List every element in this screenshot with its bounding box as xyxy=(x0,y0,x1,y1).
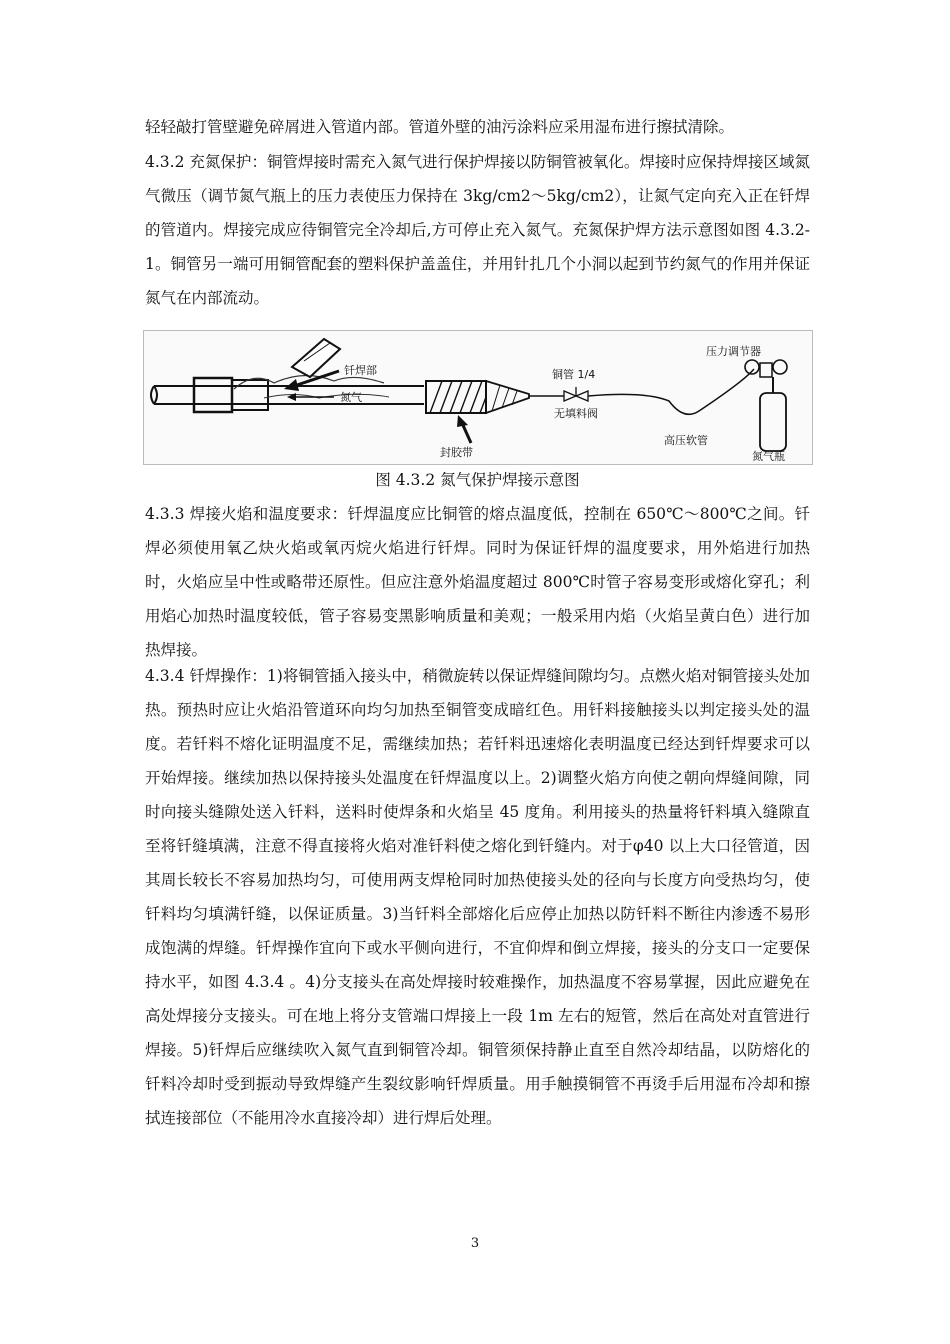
pipe-fitting xyxy=(194,378,232,412)
valve-icon xyxy=(564,391,576,401)
paragraph-4-3-4: 4.3.4 钎焊操作：1)将铜管插入接头中，稍微旋转以保证焊缝间隙均匀。点燃火焰对铜管接头处加热。预热时应让火焰沿管道环向均匀加热至铜管变成暗红色。用钎料接触接头以判定接头处的温度。若钎料不熔化证明温度不足，需继续加热；若钎料迅速熔化表明温度已经达到钎焊要求可以开始焊接。继续加热以保持接头处温度在钎焊温度以上。2)调整火焰方向使之朝向焊缝间隙，同时向接头缝隙处送入钎料，送料时使焊条和火焰呈 45 度角。利用接头的热量将钎料填入缝隙直至将钎缝填满，注意不得直接将火焰对准钎料使之熔化到钎缝内。对于φ40 以上大口径管道，因其周长较长不容易加热均匀，可使用两支焊枪同时加热使接头处的径向与长度方向受热均匀，使钎料均匀填满钎缝，以保证质量。3)当钎料全部熔化后应停止加热以防钎料不断往内渗透不易形成饱满的焊缝。钎焊操作宜向下或水平侧向进行，不宜仰焊和倒立焊接，接头的分支口一定要保持水平，如图 4.3.4 。4)分支接头在高处焊接时较难操作，加热温度不容易掌握，因此应避免在高处焊接分支接头。可在地上将分支管端口焊接上一段 1m 左右的短管，然后在高处对直管进行焊接。5)钎焊后应继续吹入氮气直到铜管冷却。铜管须保持静止直至自然冷却结晶，以防熔化的钎料冷却时受到振动导致焊缝产生裂纹影响钎焊质量。用手触摸铜管不再烫手后用湿布冷却和擦拭连接部位（不能用冷水直接冷却）进行焊后处理。 xyxy=(145,667,810,1127)
label-sealing-tape: 封胶带 xyxy=(440,446,473,459)
label-nitrogen: 氮气 xyxy=(340,391,362,404)
high-pressure-hose xyxy=(588,369,754,414)
arrow-brazing xyxy=(294,371,339,386)
label-high-pressure-hose: 高压软管 xyxy=(664,434,708,447)
paragraph-4-3-3: 4.3.3 焊接火焰和温度要求：钎焊温度应比铜管的熔点温度低，控制在 650℃～800℃之间。钎焊必须使用氧乙炔火焰或氧丙烷火焰进行钎焊。同时为保证钎焊的温度要求，用外焰进行加热时，火焰应呈中性或略带还原性。但应注意外焰温度超过 800℃时管子容易变形或熔化穿孔；利用焰心加热时温度较低，管子容易变黑影响质量和美观；一般采用内焰（火焰呈黄白色）进行加热焊接。 xyxy=(145,505,810,659)
paragraph-intro: 轻轻敲打管壁避免碎屑进入管道内部。管道外壁的油污涂料应采用湿布进行擦拭清除。 xyxy=(145,118,735,136)
arrow-sealing-tape xyxy=(462,423,471,443)
label-pressure-regulator: 压力调节器 xyxy=(706,345,761,358)
pipe-break-mark xyxy=(151,386,157,404)
nitrogen-cylinder-icon xyxy=(760,393,786,451)
label-brazing-part: 钎焊部 xyxy=(344,364,377,377)
torch-icon xyxy=(292,339,340,377)
page-number: 3 xyxy=(470,1236,480,1251)
paragraph-4-3-2: 4.3.2 充氮保护：铜管焊接时需充入氮气进行保护焊接以防铜管被氧化。焊接时应保持焊接区域氮气微压（调节氮气瓶上的压力表使压力保持在 3kg/cm2～5kg/cm2），让氮气定向充入正在钎焊的管道内。焊接完成应待铜管完全冷却后,方可停止充入氮气。充氮保护焊方法示意图如图 4.3.2-1。铜管另一端可用铜管配套的塑料保护盖盖住，并用针扎几个小洞以起到节约氮气的作用并保证氮气在内部流动。 xyxy=(145,153,810,307)
label-nitrogen-cylinder: 氮气瓶 xyxy=(752,450,785,463)
nitrogen-welding-figure xyxy=(143,330,813,465)
figure-caption: 图 4.3.2 氮气保护焊接示意图 xyxy=(375,471,580,489)
label-no-filler-valve: 无填料阀 xyxy=(554,407,598,420)
label-copper-pipe: 铜管 1/4 xyxy=(552,368,596,381)
